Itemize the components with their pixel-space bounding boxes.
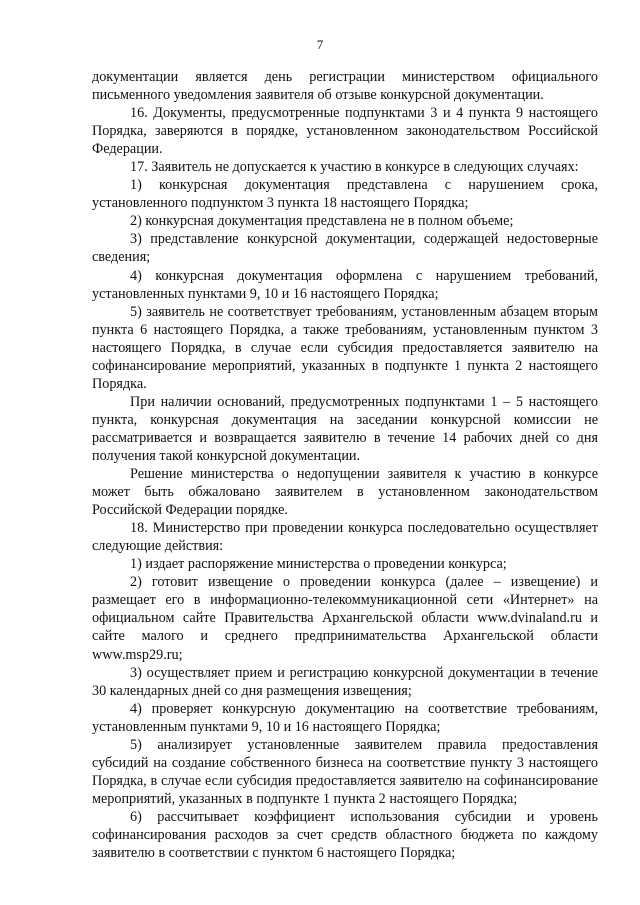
list-item-17-5: 5) заявитель не соответствует требованиям, установленным абзацем вторым пункта 6 настоящего Порядка, а также требованиям, установленным пунктом 3 настоящего Порядка, в случае если субсидия предоставляется заявителю на софинансирование мероприятий, указанных в подпункте 1 пункта 2 настоящего Порядка. [92, 303, 598, 392]
paragraph-16: 16. Документы, предусмотренные подпунктами 3 и 4 пункта 9 настоящего Порядка, заверяются в порядке, установленном законодательством Российской Федерации. [92, 105, 598, 158]
list-item-17-3: 3) представление конкурсной документации, содержащей недостоверные сведения; [92, 231, 598, 266]
document-body [92, 68, 598, 862]
list-item-18-3: 3) осуществляет прием и регистрацию конкурсной документации в течение 30 календарных дней со дня размещения извещения; [92, 664, 598, 699]
list-item-18-1: 1) издает распоряжение министерства о проведении конкурса; [130, 556, 507, 573]
paragraph-appeal: Решение министерства о недопущении заявителя к участию в конкурсе может быть обжаловано заявителем в установленном законодательством Российской Федерации порядке. [92, 466, 598, 519]
paragraph-continuation: документации является день регистрации министерством официального письменного уведомления заявителя об отзыве конкурсной документации. [92, 69, 598, 104]
paragraph-17: 17. Заявитель не допускается к участию в конкурсе в следующих случаях: [130, 159, 579, 176]
paragraph-18: 18. Министерство при проведении конкурса последовательно осуществляет следующие действия: [92, 520, 598, 555]
list-item-17-2: 2) конкурсная документация представлена не в полном объеме; [130, 213, 514, 230]
list-item-18-6: 6) рассчитывает коэффициент использования субсидии и уровень софинансирования расходов за счет средств областного бюджета по каждому заявителю в соответствии с пунктом 6 настоящего Порядка; [92, 808, 598, 862]
list-item-17-4: 4) конкурсная документация оформлена с нарушением требований, установленных пунктами 9, 10 и 16 настоящего Порядка; [92, 267, 598, 302]
list-item-18-4: 4) проверяет конкурсную документацию на соответствие требованиям, установленным пунктами 9, 10 и 16 настоящего Порядка; [92, 700, 598, 735]
list-item-18-5: 5) анализирует установленные заявителем правила предоставления субсидий на создание собственного бизнеса на соответствие пункту 3 настоящего Порядка, в случае если субсидия предоставляется заявителю на софинансирование мероприятий, указанных в подпункте 1 пункта 2 настоящего Порядка; [92, 736, 598, 807]
paragraph-grounds: При наличии оснований, предусмотренных подпунктами 1 – 5 настоящего пункта, конкурсная документация на заседании конкурсной комиссии не рассматривается и возвращается заявителю в течение 14 рабочих дней со дня получения такой конкурсной документации. [92, 393, 598, 464]
list-item-18-2: 2) готовит извещение о проведении конкурса (далее – извещение) и размещает его в информационно-телекоммуникационной сети «Интернет» на официальном сайте Правительства Архангельской области www.dvinaland.ru и сайте малого и среднего предпринимательства Архангельской области www.msp29.ru; [92, 574, 598, 663]
list-item-17-1: 1) конкурсная документация представлена с нарушением срока, установленного подпунктом 3 пункта 18 настоящего Порядка; [92, 177, 598, 212]
page-number: 7 [316, 37, 324, 52]
